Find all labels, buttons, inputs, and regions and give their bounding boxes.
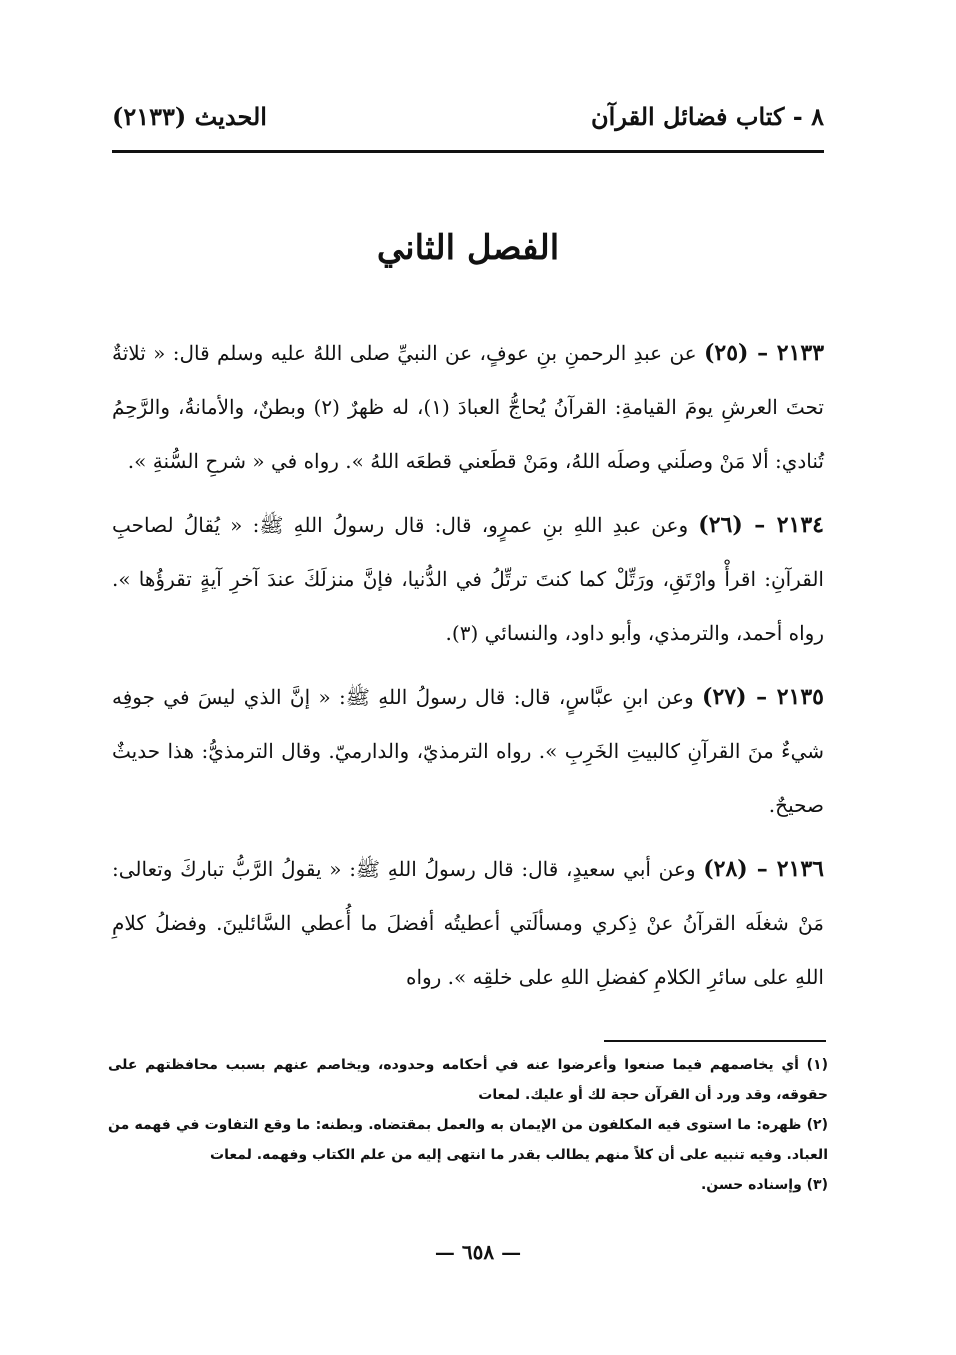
section-title: الفصل الثاني [376, 228, 560, 268]
hadith-number: ٢١٣٤ – (٢٦) [698, 512, 824, 538]
footnote: (٢) ظهره: ما استوى فيه المكلفون من الإيمان به والعمل بمقتضاه. وبطنه: ما وقع التفاوت في فهمه من العباد. وفيه تنبيه على أن كلاً منهم يطالب بقدر ما انتهى إليه من علم الكتاب وفهمه. لمعات [108, 1117, 828, 1163]
hadith-number: ٢١٣٣ – (٢٥) [703, 340, 825, 366]
header-divider [112, 150, 824, 153]
footnotes [108, 1050, 828, 1200]
footnote-divider [604, 1040, 826, 1042]
hadith-number: ٢١٣٦ – (٢٨) [703, 856, 824, 882]
hadith-list [112, 326, 824, 1014]
chapter-title: ٨ - كتاب فضائل القرآن [591, 102, 824, 131]
footnote: (١) أي يخاصمهم فيما صنعوا وأعرضوا عنه في أحكامه وحدوده، ويخاصم عنهم بسبب محافظتهم على حقوقه، وقد ورد أن القرآن حجة لك أو عليك. لمعات [108, 1057, 828, 1103]
hadith-text: عن عبدِ الرحمنِ بنِ عوفٍ، عن النبيِّ صلى اللهُ عليه وسلم قال: « ثلاثةٌ تحتَ العرشِ يومَ القيامةِ: القرآنُ يُحاجُّ العبادَ (١)، له ظهرٌ (٢) وبطنٌ، والأمانةُ، والرَّحِمُ تُنادي: ألا مَنْ وصلَني وصلَه اللهُ، ومَنْ قطَعني قطعَه اللهُ ». رواه في « شرحِ السُّنةِ ». [112, 341, 825, 473]
hadith-paragraph [112, 842, 824, 1004]
hadith-paragraph [112, 326, 824, 488]
hadith-reference: الحديث (٢١٣٣) [112, 102, 267, 131]
running-header [112, 96, 824, 144]
footnote: (٣) وإسناده حسن. [700, 1177, 828, 1193]
hadith-text: وعن ابنِ عبَّاسٍ، قال: قال رسولُ اللهِ ﷺ: « إنَّ الذي ليسَ في جوفِه شيءٌ منَ القرآنِ كالبيتِ الخَرِبِ ». رواه الترمذيّ، والدارميّ. وقال الترمذيُّ: هذا حديثٌ صحيحٌ. [112, 685, 824, 817]
hadith-paragraph [112, 670, 824, 832]
hadith-paragraph [112, 498, 824, 660]
page-number: — ٦٥٨ — [434, 1240, 522, 1264]
hadith-text: وعن أبي سعيدٍ، قال: قال رسولُ اللهِ ﷺ: « يقولُ الرَّبُّ تباركَ وتعالى: مَنْ شغلَه القرآنُ عنْ ذِكري ومسألَتي أعطيتُه أفضلَ ما أُعطي السَّائلينَ. وفضلُ كلامِ اللهِ على سائرِ الكلامِ كفضلِ اللهِ على خلقِه ». رواه [112, 857, 824, 989]
hadith-number: ٢١٣٥ – (٢٧) [702, 684, 824, 710]
hadith-text: وعن عبدِ اللهِ بنِ عمرٍو، قال: قال رسولُ اللهِ ﷺ: « يُقالُ لصاحبِ القرآنِ: اقرأْ وارْتَقِ، ورَتِّلْ كما كنتَ ترتِّلُ في الدُّنيا، فإنَّ منزلَكَ عندَ آخرِ آيةٍ تقرؤُها ». رواه أحمد، والترمذي، وأبو داود، والنسائي (٣). [112, 513, 824, 645]
